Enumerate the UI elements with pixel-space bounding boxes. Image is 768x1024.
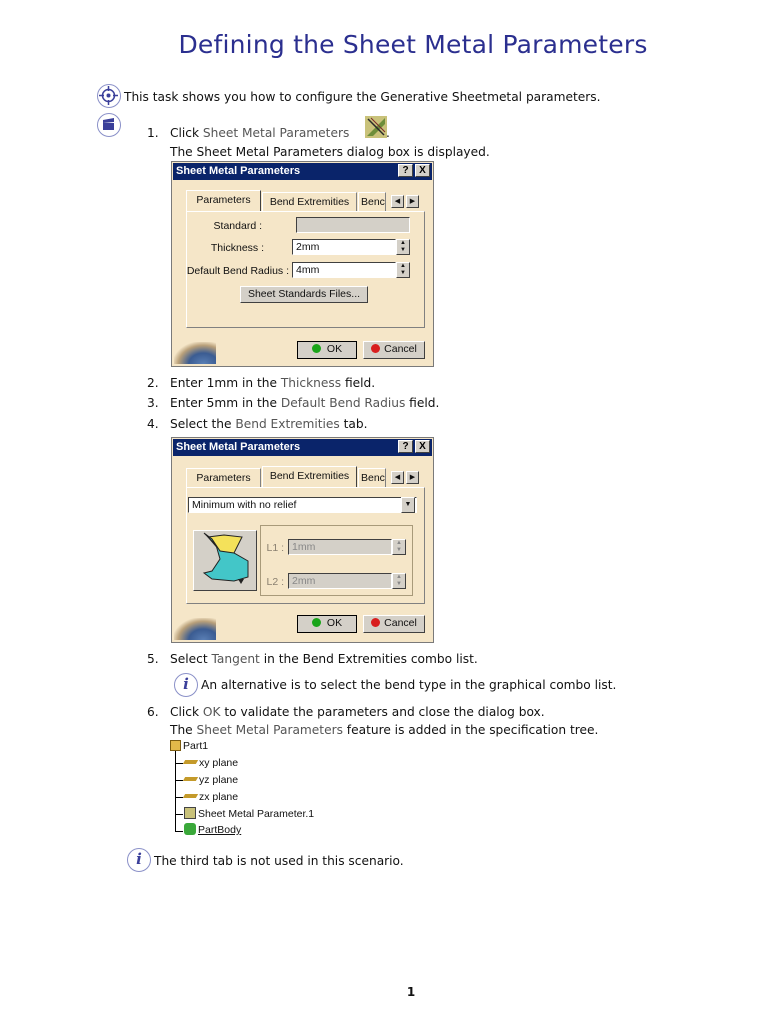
thickness-field[interactable]: 2mm	[292, 239, 396, 255]
tree-item-label: zx plane	[199, 791, 239, 803]
step-2-pre: Enter 1mm in the	[170, 376, 281, 390]
step-2-highlight: Thickness	[280, 376, 342, 390]
tree-item-label: Sheet Metal Parameter.1	[198, 808, 315, 820]
plane-icon	[183, 794, 198, 798]
cancel-button[interactable]	[363, 615, 425, 633]
step-3-highlight: Default Bend Radius	[280, 396, 406, 410]
step-6-highlight: OK	[202, 705, 221, 719]
step-number: 5.	[147, 652, 159, 666]
tab-scroll-left[interactable]: ◀	[391, 471, 404, 484]
intro-text: This task shows you how to configure the Generative Sheetmetal parameters.	[124, 90, 601, 104]
sheet-metal-parameters-icon	[365, 116, 387, 138]
part-icon	[170, 740, 181, 751]
step-1-pre: Click	[170, 126, 203, 140]
l1-spinner[interactable]: ▲ ▼	[392, 539, 406, 555]
step-4-pre: Select the	[170, 417, 236, 431]
step-1-post: .	[386, 126, 390, 140]
ok-icon	[312, 344, 321, 353]
step-3-pre: Enter 5mm in the	[170, 396, 281, 410]
step-5-highlight: Tangent	[211, 652, 260, 666]
ok-button[interactable]	[297, 615, 357, 633]
step-5-pre: Select	[170, 652, 212, 666]
page-title: Defining the Sheet Metal Parameters	[178, 30, 648, 59]
step-number: 6.	[147, 705, 159, 719]
step-6-sub-highlight: Sheet Metal Parameters	[196, 723, 343, 737]
cancel-label: Cancel	[384, 617, 417, 629]
l2-spinner[interactable]: ▲ ▼	[392, 573, 406, 589]
tab-parameters[interactable]: Parameters	[186, 468, 261, 487]
step-1-highlight: Sheet Metal Parameters	[202, 126, 350, 140]
page-number: 1	[406, 985, 416, 999]
step-5-note: An alternative is to select the bend type in the graphical combo list.	[201, 678, 617, 692]
step-6-sub-pre: The	[170, 723, 197, 737]
tab-bend-extremities[interactable]: Bend Extremities	[262, 192, 357, 211]
ok-label: OK	[326, 343, 343, 355]
step-6-sub-post: feature is added in the specification tree.	[342, 723, 599, 737]
cancel-button[interactable]	[363, 341, 425, 359]
standard-label: Standard :	[213, 220, 262, 232]
bend-type-graphic-combo[interactable]	[193, 530, 257, 591]
thickness-spinner[interactable]: ▲ ▼	[396, 239, 410, 255]
tree-item-xy-plane[interactable]	[184, 757, 238, 769]
step-5-text	[170, 652, 478, 666]
tab-strip	[186, 468, 426, 488]
step-4-highlight: Bend Extremities	[235, 417, 340, 431]
tree-branch	[175, 831, 183, 832]
step-2-post: field.	[341, 376, 376, 390]
default-bend-radius-field[interactable]: 4mm	[292, 262, 396, 278]
tree-item-label: xy plane	[199, 757, 239, 769]
tree-root-label: Part1	[183, 740, 209, 752]
combo-dropdown-arrow[interactable]: ▼	[401, 497, 415, 513]
tab-third[interactable]: Benc	[358, 192, 386, 211]
step-number: 1.	[147, 126, 159, 140]
dialog-corner-art	[174, 618, 216, 640]
tab-scroll-left[interactable]: ◀	[391, 195, 404, 208]
l2-field[interactable]: 2mm	[288, 573, 392, 589]
sheet-standards-files-button[interactable]: Sheet Standards Files...	[240, 286, 368, 303]
tree-item-label: PartBody	[198, 824, 242, 836]
tree-item-yz-plane[interactable]	[184, 774, 238, 786]
task-target-icon	[97, 84, 121, 108]
step-3-post: field.	[405, 396, 440, 410]
sheet-metal-parameter-icon	[184, 807, 196, 819]
tab-strip	[186, 192, 426, 212]
cancel-icon	[371, 344, 380, 353]
tree-item-zx-plane[interactable]	[184, 791, 238, 803]
dialog-title: Sheet Metal Parameters	[173, 439, 432, 456]
step-6-pre: Click	[170, 705, 203, 719]
close-button[interactable]: X	[415, 440, 430, 453]
step-number: 2.	[147, 376, 159, 390]
tree-item-label: yz plane	[199, 774, 239, 786]
dialog-title: Sheet Metal Parameters	[173, 163, 432, 180]
tab-bend-extremities[interactable]: Bend Extremities	[262, 466, 357, 488]
sheet-metal-parameters-dialog-2	[171, 437, 434, 643]
default-bend-radius-spinner[interactable]: ▲ ▼	[396, 262, 410, 278]
info-icon: i	[127, 848, 151, 872]
step-6-sub	[170, 723, 598, 737]
help-button[interactable]: ?	[398, 164, 413, 177]
step-5-post: in the Bend Extremities combo list.	[259, 652, 478, 666]
partbody-icon	[184, 823, 196, 835]
step-number: 3.	[147, 396, 159, 410]
dialog-corner-art	[174, 342, 216, 364]
tree-branch	[175, 814, 183, 815]
final-note: The third tab is not used in this scenario.	[154, 854, 404, 868]
video-clapper-icon[interactable]	[97, 113, 121, 137]
l1-label: L1 :	[266, 542, 284, 554]
tree-item-partbody[interactable]	[184, 823, 241, 836]
cancel-label: Cancel	[384, 343, 417, 355]
tab-third[interactable]: Benc	[358, 468, 386, 487]
ok-icon	[312, 618, 321, 627]
step-4-post: tab.	[339, 417, 368, 431]
l1-field[interactable]: 1mm	[288, 539, 392, 555]
cancel-icon	[371, 618, 380, 627]
l2-label: L2 :	[266, 576, 284, 588]
ok-label: OK	[326, 617, 343, 629]
close-button[interactable]: X	[415, 164, 430, 177]
step-3-text	[170, 396, 439, 410]
step-2-text	[170, 376, 375, 390]
tab-scroll-right[interactable]: ▶	[406, 195, 419, 208]
step-6-text	[170, 705, 545, 719]
specification-tree	[170, 740, 340, 840]
tab-scroll-right[interactable]: ▶	[406, 471, 419, 484]
step-1-sub: The Sheet Metal Parameters dialog box is displayed.	[170, 145, 490, 159]
bend-extremities-combo[interactable]: Minimum with no relief	[188, 497, 417, 513]
info-icon: i	[174, 673, 198, 697]
step-1-text	[170, 126, 349, 140]
default-bend-radius-label: Default Bend Radius :	[186, 265, 289, 277]
step-6-post: to validate the parameters and close the dialog box.	[220, 705, 545, 719]
help-button[interactable]: ?	[398, 440, 413, 453]
plane-icon	[183, 777, 198, 781]
step-4-text	[170, 417, 368, 431]
tree-root[interactable]	[170, 740, 208, 752]
tab-parameters[interactable]: Parameters	[186, 190, 261, 212]
tree-item-sheet-metal-parameter[interactable]	[184, 807, 314, 820]
plane-icon	[183, 760, 198, 764]
thickness-label: Thickness :	[210, 242, 264, 254]
sheet-metal-parameters-dialog-1	[171, 161, 434, 367]
step-number: 4.	[147, 417, 159, 431]
ok-button[interactable]	[297, 341, 357, 359]
standard-field[interactable]	[296, 217, 410, 233]
